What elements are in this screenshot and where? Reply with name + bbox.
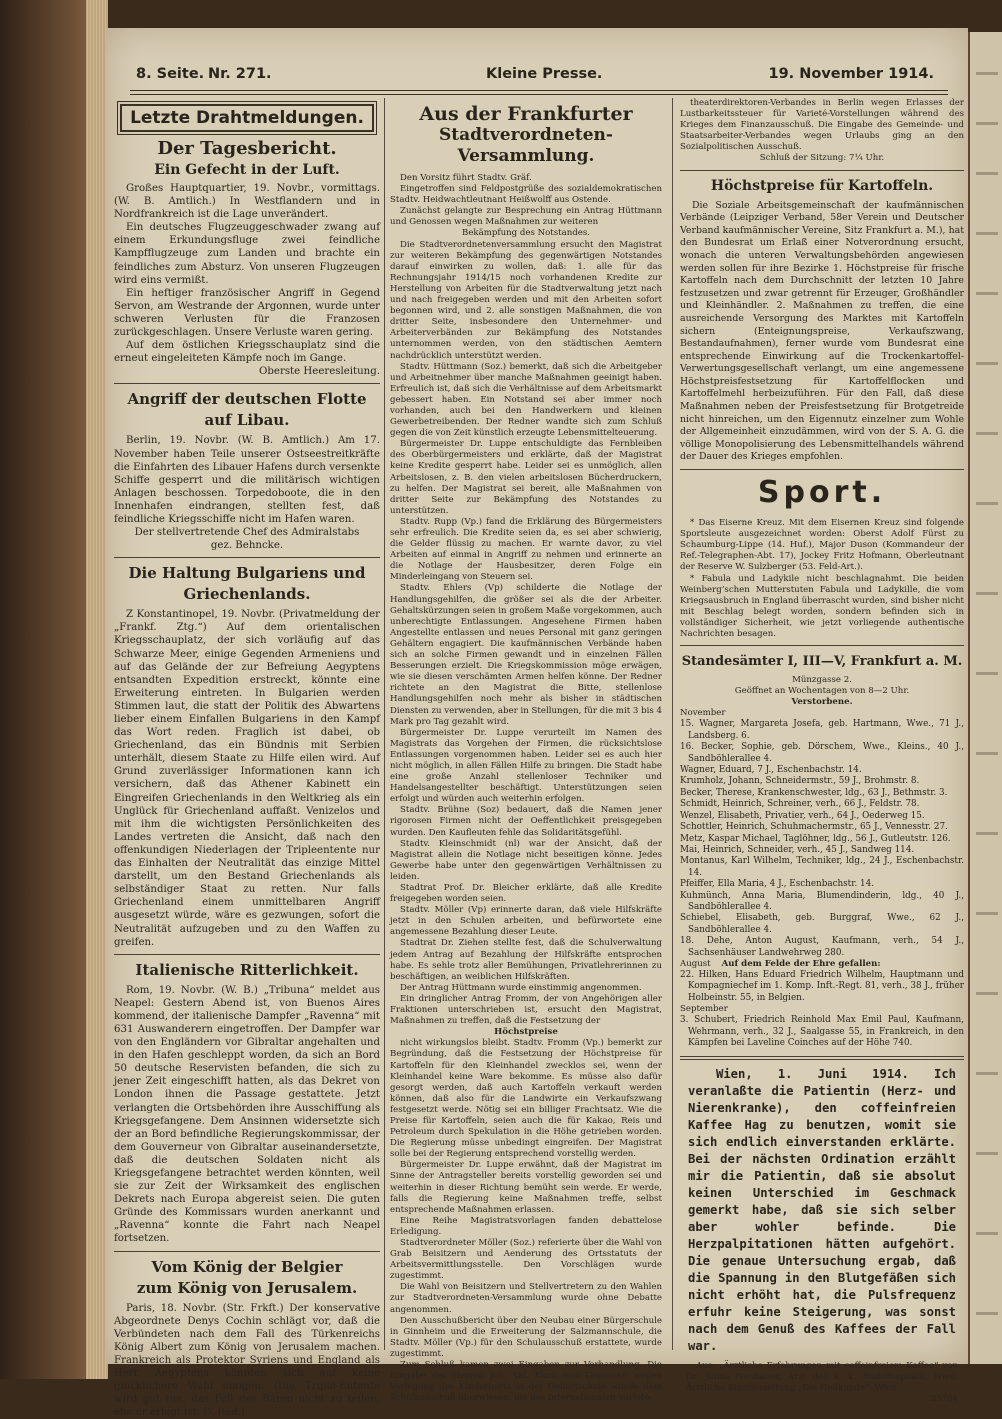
article-separator	[114, 557, 380, 558]
text-ghost	[976, 1152, 998, 1155]
paragraph: Die Stadtverordnetenversammlung ersucht den Magistrat zur weiteren Bekämpfung des gegenwärtigen Notstandes darauf einwirken zu wollen, daß: 1. alle für das Rechnungsjahr 1914/15 noch vorhandenen Kredite zur Herstellung von Arbeiten für die Stadtverwaltung jetzt nach und nach freigegeben werden und mit den Arbeiten sofort begonnen wird, und 2. alle sonstigen Maßnahmen, die von dritter Seite, insbesondere den Unternehmer- und Arbeiterverbänden zur Bekämpfung des Notstandes unternommen werden, von den städtischen Aemtern nachdrücklich unterstützt werden.	[390, 239, 662, 361]
paragraph: * Das Eiserne Kreuz. Mit dem Eisernen Kreuz sind folgende Sportsleute ausgezeichnet worden: Oberst Adolf Fürst zu Schaumburg-Lippe (14. Huf.), Major Duson (Kommandeur der Ref.-Telegraphen-Abt. 17), Jockey Fritz Hofmann, Oberleutnant der Reserve W. Sulzberger (53. Feld-Art.).	[680, 518, 964, 573]
paragraph: Rom, 19. Novbr. (W. B.) „Tribuna“ meldet aus Neapel: Gestern Abend ist, von Buenos Aires kommend, der italienische Dampfer „Ravenna“ mit 631 Auswanderern eingetroffen. Der Dampfer war von den Engländern vor Gibraltar angehalten und in den Hafen geschleppt worden, da sich an Bord 50 deutsche Reservisten befanden, die sich zu jener Zeit eingeschifft hatten, als das Dekret von London ihnen die Passage gestattete. Jetzt verlangten die Ortsbehörden ihre Ausschiffung als Kriegsgefangene. Dem Ansinnen widersetzte sich der an Bord befindliche Regierungskommissar, der dem Gouverneur von Gibraltar auseinandersetzte, daß die deutschen Soldaten nicht als Kriegsgefangene betrachtet werden könnten, weil sie zur Zeit der Wirksamkeit des englischen Dekrets nach Europa abgereist seien. Die guten Gründe des Kommissars wurden anerkannt und „Ravenna“ konnte die Fahrt nach Neapel fortsetzen.	[114, 984, 380, 1245]
paragraph: Berlin, 19. Novbr. (W. B. Amtlich.) Am 17. November haben Teile unserer Ostseestreitkräfte die Einfahrten des Libauer Hafens durch versenkte Schiffe gesperrt und die militärisch wichtigen Anlagen beschossen. Torpedoboote, die in den Innenhafen eindrangen, stellten fest, daß feindliche Kriegsschiffe nicht im Hafen waren.	[114, 435, 380, 525]
paragraph: Stadtrat Dr. Ziehen stellte fest, daß die Schulverwaltung jedem Antrag auf Bezahlung der Hilfskräfte entsprochen habe. Es sehle trotz aller Bemühungen, Privatlehrerinnen zu beschäftigen, an weiblichen Hilfskräften.	[390, 938, 662, 982]
paper-name: Kleine Presse.	[486, 66, 603, 82]
ad-source: Aus: „Ärztliche Erfahrungen mit coffeinfreiem Kaffee“ von Dr. Julius Neubauer, Arzt des k. k. Rudolfsspitals, Wien. Ärztliche Standeszeitung „Die Heilkunde“, Wien.	[686, 1360, 958, 1393]
article-title: Italienische Ritterlichkeit.	[135, 960, 359, 979]
article-separator	[114, 954, 380, 955]
text-ghost	[976, 432, 998, 435]
registry-month	[680, 959, 964, 970]
paragraph: * Fabula und Ladykile nicht beschlagnahmt. Die beiden Weinberg’schen Mutterstuten Fabula und Ladykille, die vom Kriegsausbruch in England überrascht wurden, sind bisher nicht mit Beschlag belegt worden, sondern befinden sich in vollständiger Sicherheit, wie jetzt vorliegende authentische Nachrichten besagen.	[680, 573, 964, 639]
column-1	[114, 98, 380, 1419]
registry-entry: Schmidt, Heinrich, Schreiner, verh., 66 J., Feldstr. 78.	[680, 799, 920, 810]
registry-hours: Geöffnet an Wochentagen von 8—2 Uhr.	[734, 686, 910, 697]
page-stack-edge	[86, 0, 108, 1379]
article-separator	[114, 1251, 380, 1252]
adjacent-page-edge	[968, 32, 1002, 1364]
article-title: Angriff der deutschen Flotte auf Libau.	[127, 390, 367, 430]
text-ghost	[976, 292, 998, 295]
article-separator	[114, 383, 380, 384]
sport-heading: Sport.	[757, 475, 887, 511]
paragraph: Bürgermeister Dr. Luppe verurteilt im Namen des Magistrats das Vorgehen der Firmen, die rücksichtslose Entlassungen vorgenommen haben. Leider sei es auch hier nicht möglich, in allen Fällen Hilfe zu bringen. Die Stadt habe eine große Anzahl stellenloser Techniker und Handelsangestellter beschäftigt. Unterstützungen seien erfolgt und würden auch weiterhin erfolgen.	[390, 727, 662, 805]
paragraph: Zum Schluß kamen zwei Eingaben zur Verhandlung. Die Eingabe der Herren Joh. Val. Kunz und Genossen wegen Verlegung des Kinderhorts in der Gellertschule wurde dem Schulausschuß überwiesen, die des Internationalen Varieté-	[390, 1360, 662, 1404]
paragraph: Bürgermeister Dr. Luppe erwähnt, daß der Magistrat im Sinne der Antragsteller bereits vorstellig geworden sei und weiterhin in dieser Richtung bemüht sein werde. Er werde, falls die Regierung keine Maßnahmen treffe, selbst entsprechende Maßnahmen erlassen.	[390, 1160, 662, 1215]
registry-address: Münzgasse 2.	[792, 675, 852, 686]
column-2	[390, 98, 662, 1404]
issue-date: 19. November 1914.	[768, 66, 934, 82]
subheading: Höchstpreise	[494, 1027, 558, 1038]
registry-entry: Schiebel, Elisabeth, geb. Burggraf, Wwe., 62 J., Sandböhlerallee 4.	[680, 913, 964, 935]
registry-entry: Pfeiffer, Ella Maria, 4 J., Eschenbachstr. 14.	[680, 879, 875, 890]
registry-month-label: August	[680, 958, 711, 969]
column-3	[680, 98, 964, 1404]
registry-entry: Wagner, Eduard, 7 J., Eschenbachstr. 14.	[680, 765, 862, 776]
text-ghost	[976, 72, 998, 75]
column-divider	[672, 98, 673, 1350]
registry-entry: Metz, Kaspar Michael, Taglöhner, ldg., 56 J., Gutleutstr. 126.	[680, 833, 951, 844]
paragraph: Ein dringlicher Antrag Fromm, der von Angehörigen aller Fraktionen unterschrieben ist, ersucht den Magistrat, Maßnahmen zu treffen, daß die Festsetzung der	[390, 993, 662, 1027]
paragraph: Stadtv. Ehlers (Vp) schilderte die Notlage der Handlungsgehilfen, die größer sei als die der Arbeiter. Gehaltskürzungen seien in großem Maße vorgekommen, auch unberechtigte Entlassungen. Angesehene Firmen haben Angestellte entlassen und neues Personal mit ganz geringen Gehältern engagiert. Die kaufmännischen Verbände haben sich an solche Firmen gewandt und in einzelnen Fällen Besserungen erzielt. Die Kriegskommission möge erwägen, wie sie diesen verschämten Armen helfen könne. Der Redner richtete an den Magistrat die Bitte, stellenlose Handlungsgehilfen noch mehr als bisher in städtischen Diensten zu verwenden, aber in Stellungen, für die mit 3 bis 4 Mark pro Tag gezahlt wird.	[390, 583, 662, 727]
text-ghost	[976, 832, 998, 835]
registry-month: November	[680, 708, 726, 719]
paragraph: Stadtv. Rupp (Vp.) fand die Erklärung des Bürgermeisters sehr erfreulich. Die Kredite seien da, es sei aber schwierig, die Gelder flüssig zu machen. Er warnte davor, zu viel Arbeiten auf einmal in Angriff zu nehmen und erinnerte an die Notlage der Hausbesitzer, deren Folge ein Minderleingang von Steuern sei.	[390, 516, 662, 583]
registry-heading: Verstorbene.	[791, 697, 853, 708]
paragraph: Eingetroffen sind Feldpostgrüße des sozialdemokratischen Stadtv. Heidwachtleutnant Heißwolff aus Ostende.	[390, 184, 662, 206]
paragraph: Zunächst gelangte zur Besprechung ein Antrag Hüttmann und Genossen wegen Maßnahmen zur weiteren	[390, 206, 662, 228]
page-label: 8. Seite.	[136, 66, 205, 82]
paragraph: Die Wahl von Beisitzern und Stellvertretern zu den Wahlen zur Stadtverordneten-Versammlung wurde ohne Debatte angenommen.	[390, 1282, 662, 1315]
paragraph: Stadtv. Brühne (Soz) bedauert, daß die Namen jener rigorosen Firmen nicht der Oeffentlichkeit preisgegeben wurden. Den Kaufleuten fehle das Solidaritätsgefühl.	[390, 805, 662, 838]
registry-list	[680, 719, 964, 959]
registry-title: Standesämter I, III—V, Frankfurt a. M.	[681, 654, 963, 670]
text-ghost	[976, 232, 998, 235]
paragraph: Paris, 18. Novbr. (Str. Frkft.) Der konservative Abgeordnete Denys Cochin schlägt vor, daß die Verbündeten nach dem Fall des Türkenreichs König Albert zum König von Jerusalem machen. Frankreich als Protektor Syriens und England als Herr Aegyptens könnten sich auf keine glücklichere Wahl einigen. (Die Triple-Entente wird gut tun, das Fell des Bären nicht zu teilen, ehe er erlegt ist. D. Red.)	[114, 1302, 380, 1419]
session-end: Schluß der Sitzung: 7¼ Uhr.	[759, 153, 885, 164]
paragraph: Ein heftiger französischer Angriff in Gegend Servon, am Westrande der Argonnen, wurde unter schweren Verlusten für die Franzosen zurückgeschlagen. Unsere Verluste waren gering.	[114, 287, 380, 339]
registry-entry: Mai, Heinrich, Schneider, verh., 45 J., Sandweg 114.	[680, 844, 915, 855]
article-title: Stadtverordneten-Versammlung.	[439, 125, 613, 166]
paragraph: Den Ausschußbericht über den Neubau einer Bürgerschule in Ginnheim und die Erweiterung der Salzmannschule, die Stadtv. Möller (Vp.) für den Schulausschuß erstattete, wurde zugestimmt.	[390, 1315, 662, 1359]
page-header	[136, 66, 938, 88]
article-title: Höchstpreise für Kartoffeln.	[710, 177, 934, 194]
text-ghost	[976, 362, 998, 365]
issue-number: Nr. 271.	[208, 66, 272, 82]
registry-month: September	[680, 1004, 728, 1015]
header-rule	[130, 90, 948, 95]
signature: gez. Behncke.	[210, 540, 284, 552]
text-ghost	[976, 912, 998, 915]
text-ghost	[976, 752, 998, 755]
paragraph: Den Vorsitz führt Stadtv. Gräf.	[400, 173, 532, 183]
ad-code: 25764	[930, 1393, 958, 1404]
column-divider	[384, 98, 385, 1350]
advertisement	[680, 1066, 964, 1405]
section-heading: Letzte Drahtmeldungen.	[120, 104, 374, 132]
paragraph: theaterdirektoren-Verbandes in Berlin wegen Erlasses der Lustbarkeitssteuer für Varieté-Vorstellungen während des Krieges dem Finanzausschuß. Die Eingabe des Gemeinde- und Staatsarbeiter-Verbandes wegen Urlaubs ging an den Sozialpolitischen Ausschuß.	[680, 98, 964, 153]
registry-entry: 18. Dehe, Anton August, Kaufmann, verh., 54 J., Sachsenhäuser Landwehrweg 280.	[680, 936, 964, 958]
paragraph: Stadtv. Möller (Vp) erinnerte daran, daß viele Hilfskräfte jetzt in den Schulen arbeiten, und befürwortete eine angemessene Bezahlung dieser Leute.	[390, 905, 662, 938]
registry-entry: Montanus, Karl Wilhelm, Techniker, ldg., 24 J., Eschenbachstr. 14.	[680, 856, 964, 878]
paragraph: Bürgermeister Dr. Luppe entschuldigte das Fernbleiben des Oberbürgermeisters und erklärte, daß der Magistrat keine Kredite gesperrt habe. Leider sei es unmöglich, allen Arbeitslosen, z. B. den vielen arbeitslosen Bücherdruckern, zu helfen. Der Magistrat sei bereit, alle Maßnahmen von dritter Seite zur Bekämpfung des Notstandes zu unterstützen.	[390, 439, 662, 516]
article-title: Aus der Frankfurter	[419, 103, 633, 125]
article-title: Vom König der Belgier	[151, 1257, 343, 1276]
text-ghost	[976, 502, 998, 505]
article-separator	[680, 645, 964, 646]
newspaper-page	[106, 28, 968, 1419]
paragraph: Auf dem östlichen Kriegsschauplatz sind die erneut eingeleiteten Kämpfe noch im Gange.	[114, 340, 380, 365]
registry-entry: 22. Hilken, Hans Eduard Friedrich Wilhelm, Hauptmann und Kompagniechef im 1. Komp. Inft.-Regt. 81, verh., 38 J., früher Holbeinstr. 55, in Belgien.	[680, 970, 964, 1003]
text-ghost	[976, 1312, 998, 1315]
paragraph: Z Konstantinopel, 19. Novbr. (Privatmeldung der „Frankf. Ztg.“) Auf dem orientalischen Kriegsschauplatz, der sich vorläufig auf das Schwarze Meer, einige Gegenden Armeniens und auf das Gelände der zur Befreiung Aegyptens entsandten Expedition erstreckt, könnte eine Erweiterung eintreten. In Bulgarien werden Stimmen laut, die statt der Politik des Abwartens lieber einem Einfallen Bulgariens in den Kampf das Wort reden. Fraglich ist dabei, ob Griechenland, das ein Bündnis mit Serbien unterhält, diesem Staate zu Hilfe eilen wird. Auf Grund zuverlässiger Informationen kann ich versichern, daß das Athener Kabinett ein Eingreifen Griechenlands in den Weltkrieg als ein Unglück für Griechenland auffaßt. Venizelos und mit ihm die wichtigsten Persönlichkeiten des Landes vertreten die Ansicht, daß nach den offenkundigen Niederlagen der Tripleentente nur das Einhalten der Neutralität das einzige Mittel darstellt, um den Bestand Griechenlands als selbständiger Staat zu retten. Nur falls Griechenland einem unmittelbaren Angriff ausgesetzt würde, wäre es gezwungen, sofort die Neutralität aufzugeben und zu den Waffen zu greifen.	[114, 609, 380, 948]
registry-entry: 16. Becker, Sophie, geb. Dörschem, Wwe., Kleins., 40 J., Sandböhlerallee 4.	[680, 742, 964, 764]
registry-entry: Schottler, Heinrich, Schuhmachermstr., 65 J., Vennesstr. 27.	[680, 822, 948, 833]
article-title: zum König von Jerusalem.	[136, 1278, 358, 1297]
paragraph: Der Antrag Hüttmann wurde einstimmig angenommen.	[400, 982, 642, 993]
paragraph: Ein deutsches Flugzeuggeschwader zwang auf einem Erkundungsfluge zwei feindliche Kampfflugzeuge zum Landen und brachte ein feindliches zum Absturz. Von unseren Flugzeugen wird eins vermißt.	[114, 222, 380, 286]
article-title: Die Haltung Bulgariens und Griechenlands.	[128, 564, 366, 604]
article-separator	[680, 469, 964, 470]
text-ghost	[976, 122, 998, 125]
text-ghost	[976, 1232, 998, 1235]
registry-entry: Wenzel, Elisabeth, Privatier, verh., 64 J., Oederweg 15.	[680, 810, 925, 821]
paragraph: Stadtrat Prof. Dr. Bleicher erklärte, daß alle Kredite freigegeben worden seien.	[390, 883, 662, 905]
paragraph: Stadtv. Kleinschmidt (nl) war der Ansicht, daß der Magistrat allein die Notlage nicht beseitigen könne. Jedes Gewerbe habe unter den gegenwärtigen Verhältnissen zu leiden.	[390, 838, 662, 882]
text-ghost	[976, 592, 998, 595]
paragraph: Eine Reihe Magistratsvorlagen fanden debattelose Erledigung.	[390, 1215, 662, 1237]
article-separator	[680, 170, 964, 171]
subheading: Bekämpfung des Notstandes.	[462, 228, 590, 239]
ad-text: Wien, 1. Juni 1914. Ich veranlaßte die Patientin (Herz- und Nierenkranke), den coffeinfreien Kaffee Hag zu benutzen, womit sie sich endlich einverstanden erklärte. Bei der nächsten Ordination erzählt mir die Patientin, daß sie absolut keinen Unterschied im Geschmack gemerkt habe, daß sie sich selber aber wohler befinde. Die Herzpalpitationen hätten aufgehört. Die genaue Untersuchung ergab, daß die Spannung in den Blutgefäßen sich nicht erhöht hat, die Pulsfrequenz erfuhr keine Steigerung, was sonst nach dem Genuß des Kaffees der Fall war.	[688, 1066, 956, 1353]
paragraph: Stadtv. Hüttmann (Soz.) bemerkt, daß sich die Arbeitgeber und Arbeitnehmer über manche Maßnahmen geeinigt haben. Erfreulich ist, daß sich die Verhältnisse auf dem Arbeitsmarkt gebessert haben. Ein Notstand sei aber immer noch vorhanden, auch bei den Handwerkern und kleinen Gewerbetreibenden. Der Redner wandte sich zum Schluß gegen die von Zeit künstlich erzeugte Lebensmittelteuerung.	[390, 361, 662, 439]
article-subtitle: Ein Gefecht in der Luft.	[154, 162, 340, 178]
paragraph: Großes Hauptquartier, 19. Novbr., vormittags. (W. B. Amtlich.) In Westflandern und in Nordfrankreich ist die Lage unverändert.	[114, 183, 380, 221]
article-title: Der Tagesbericht.	[157, 138, 337, 159]
registry-entry: Krumholz, Johann, Schneidermstr., 59 J., Brohmstr. 8.	[680, 776, 920, 787]
text-ghost	[976, 1072, 998, 1075]
text-ghost	[976, 992, 998, 995]
paragraph: nicht wirkungslos bleibt. Stadtv. Fromm (Vp.) bemerkt zur Begründung, daß die Festsetzung der Höchstpreise für Kartoffeln für den Kleinhandel zwecklos sei, wenn der Kleinhandel keine Ware bekomme. Es müsse also dafür gesorgt werden, daß auch Kartoffeln verkauft werden können, daß also für die Landwirte ein Verkaufszwang festgesetzt werde. Nötig sei ein billiger Frachtsatz. Wie die Preise für Kartoffeln, seien auch die für Kakao, Reis und Petroleum durch Spekulation in die Höhe getrieben worden. Die Regierung müsse unbedingt eingreifen. Der Magistrat solle bei der Regierung entsprechend vorstellig werden.	[390, 1038, 662, 1160]
signature: Oberste Heeresleitung.	[259, 366, 380, 378]
paragraph: Die Soziale Arbeitsgemeinschaft der kaufmännischen Verbände (Leipziger Verband, 58er Verein und Deutscher Verband kaufmännischer Vereine, Sitz Frankfurt a. M.), hat den Bundesrat um Erlaß einer Notverordnung ersucht, wonach die unteren Verwaltungsbehörden angewiesen werden sollen für ihre Bezirke 1. Höchstpreise für frische Kartoffeln nach dem Durchschnitt der letzten 10 Jahre festzusetzen und zwar getrennt für Erzeuger, Großhändler und Kleinhändler. 2. Maßnahmen zu treffen, die eine ausreichende Versorgung des Marktes mit Kartoffeln sichern (Enteignungspreise, Verkaufszwang, Bestandaufnahmen), ferner wurde vom Bundesrat eine entsprechende Einwirkung auf die Trockenkartoffel-Verwertungsgesellschaft verlangt, um eine angemessene Höchstpreisfestsetzung für Kartoffelflocken und Kartoffelmehl herbeizuführen. Für den Fall, daß diese Maßnahmen neben der Preisfestsetzung für Brotgetreide nicht hinreichen, um den Eigennutz einzelner zum Wohle der Allgemeinheit einzudämmen, wird von der S. A. G. die völlige Monopolisierung des Lebensmittelhandels während der Dauer des Krieges empfohlen.	[680, 199, 964, 463]
signature: Der stellvertretende Chef des Admiralstabs	[134, 527, 360, 539]
article-separator	[680, 1056, 964, 1060]
registry-entry: Becker, Therese, Krankenschwester, ldg., 63 J., Bethmstr. 3.	[680, 787, 948, 798]
text-ghost	[976, 672, 998, 675]
registry-entry: Kuhmünch, Anna Maria, Blumendinderin, ldg., 40 J., Sandböhlerallee 4.	[680, 890, 964, 912]
paragraph: Stadtverordneter Möller (Soz.) referierte über die Wahl von Grab Beisitzern und Aenderung des Ortsstatuts der Arbeitsvermittlungsstelle. Den Vorschlägen wurde zugestimmt.	[390, 1238, 662, 1282]
fallen-heading: Auf dem Felde der Ehre gefallen:	[721, 958, 881, 969]
text-ghost	[976, 172, 998, 175]
registry-entry: 15. Wagner, Margareta Josefa, geb. Hartmann, Wwe., 71 J., Landsberg. 6.	[680, 719, 964, 741]
registry-entry: 3. Schubert, Friedrich Reinhold Max Emil Paul, Kaufmann, Wehrmann, verh., 32 J., Saalgasse 55, in Frankreich, in den Kämpfen bei Laveline Coinches auf der Höhe 740.	[680, 1015, 964, 1049]
